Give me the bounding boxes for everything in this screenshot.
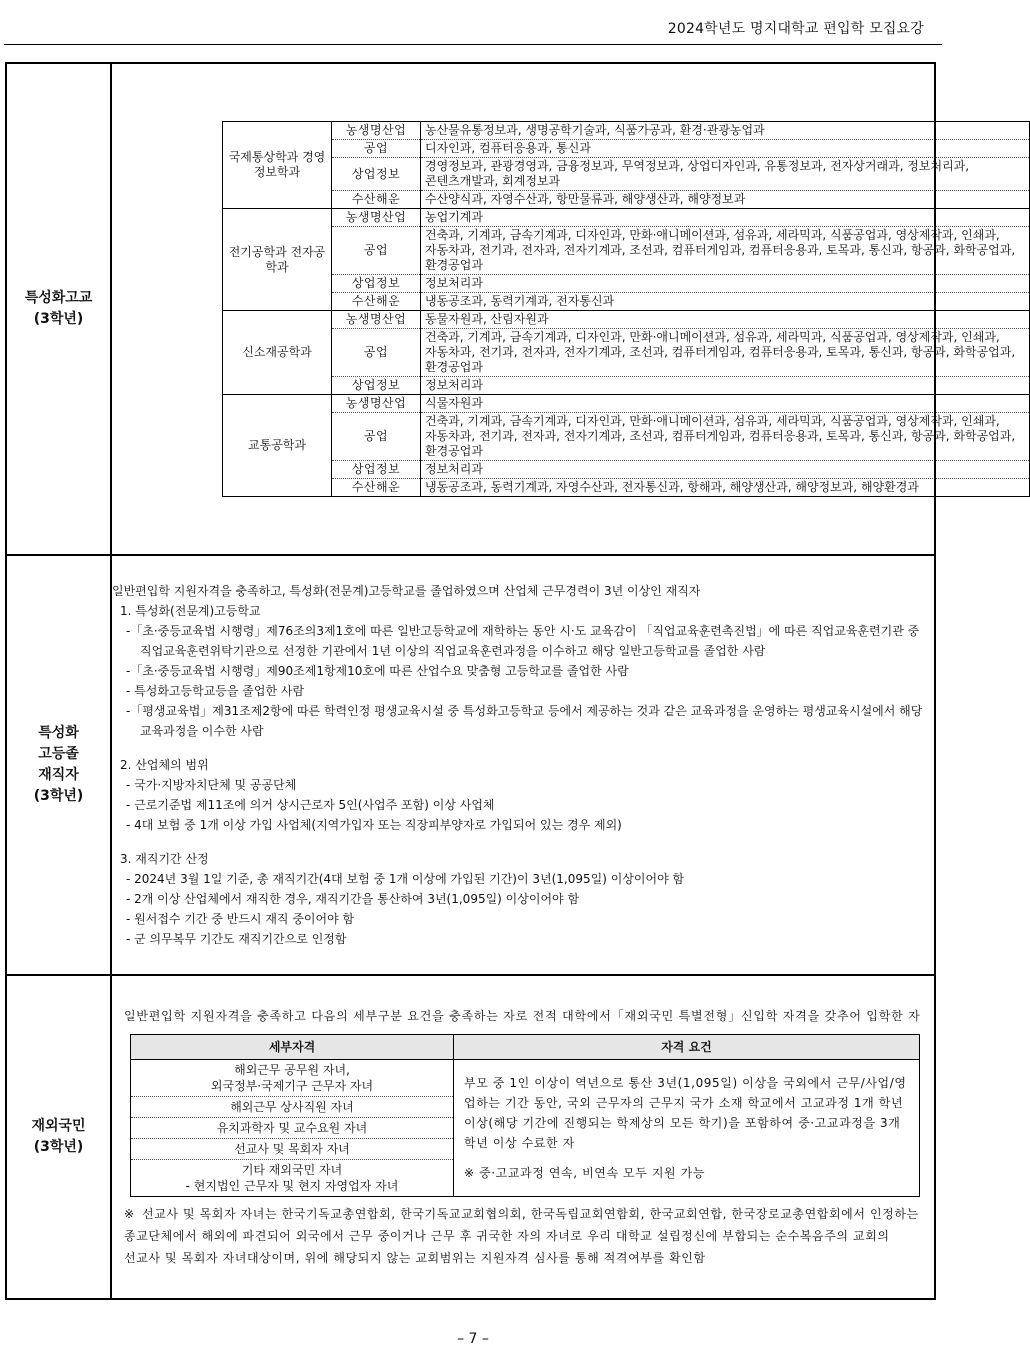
majors-cell: 건축과, 기계과, 금속기계과, 디자인과, 만화·애니메이션과, 섬유과, 세라믹과, 식품공업과, 영상제작과, 인쇄과, 자동차과, 전기과, 전자과, 전자기계과, 조선과, 컴퓨터게임과, 컴퓨터응용과, 토목과, 통신과, 항공과, 화학공업과, 환경공업과	[421, 329, 1030, 377]
footnote-text: 선교사 및 목회자 자녀는 한국기독교총연합회, 한국기독교교회협의회, 한국독립교회연합회, 한국교회연합, 한국장로교총연합회에서 인정하는 종교단체에서 해외에 파견되어 외국에서 근무 중이거나 근무 후 귀국한 자의 자녀로 우리 대학교 설립정신에 부합되는 순수복음주의 교회의 선교사 및 목회자 자녀대상이며, 위에 해당되지 않는 교회범위는 지원자격 심사를 통해 적격여부를 확인함	[124, 1206, 919, 1265]
section-list	[112, 775, 934, 835]
majors-cell: 냉동공조과, 동력기계과, 자영수산과, 전자통신과, 항해과, 해양생산과, 해양정보과, 해양환경과	[421, 479, 1030, 497]
department-cell: 전기공학과 전자공학과	[223, 209, 332, 311]
page-number: – 7 –	[457, 1331, 489, 1347]
category-label: 재직자	[38, 767, 79, 783]
industry-cell: 공업	[332, 140, 421, 158]
intro-text: 일반편입학 지원자격을 충족하고 다음의 세부구분 요건을 충족하는 자로 전적 대학에서「재외국민 특별전형」신입학 자격을 갖추어 입학한 자	[124, 1008, 921, 1023]
category-employed-grad	[6, 555, 111, 975]
major-row	[223, 140, 1030, 158]
category-label: 고등졸	[38, 746, 79, 762]
section-title: 2. 산업체의 범위	[120, 758, 209, 772]
qualification-row	[131, 1059, 920, 1096]
qualification-table	[130, 1034, 920, 1197]
major-row	[223, 293, 1030, 311]
row-specialized-hs	[6, 63, 935, 555]
row-employed-grad	[6, 555, 935, 975]
majors-cell: 동물자원과, 산림자원과	[421, 311, 1030, 329]
detail-cell: 유치과학자 및 교수요원 자녀	[131, 1117, 454, 1138]
major-row	[223, 158, 1030, 191]
majors-cell: 냉동공조과, 동력기계과, 전자통신과	[421, 293, 1030, 311]
majors-cell: 수산양식과, 자영수산과, 항만물류과, 해양생산과, 해양정보과	[421, 191, 1030, 209]
department-cell: 교통공학과	[223, 395, 332, 497]
category-label: 특성화	[38, 725, 79, 741]
category-grade: (3학년)	[33, 1139, 84, 1155]
department-cell: 신소재공학과	[223, 311, 332, 395]
industry-cell: 농생명산업	[332, 122, 421, 140]
category-label: 재외국민	[31, 1118, 86, 1134]
industry-cell: 상업정보	[332, 461, 421, 479]
list-item: - 2024년 3월 1일 기준, 총 재직기간(4대 보험 중 1개 이상에 가입된 기간)이 3년(1,095일) 이상이어야 함	[126, 872, 685, 886]
majors-cell: 디자인과, 컴퓨터응용과, 통신과	[421, 140, 1030, 158]
industry-cell: 수산해운	[332, 293, 421, 311]
major-row	[223, 311, 1030, 329]
list-item: - 근로기준법 제11조에 의거 상시근로자 5인(사업주 포함) 이상 사업체	[126, 798, 495, 812]
list-item: - 국가·지방자치단체 및 공공단체	[126, 778, 297, 792]
industry-cell: 공업	[332, 227, 421, 275]
list-item: - 2개 이상 산업체에서 재직한 경우, 재직기간을 통산하여 3년(1,095일) 이상이어야 함	[126, 892, 580, 906]
footnote	[112, 1201, 934, 1273]
major-row	[223, 209, 1030, 227]
header-rule	[4, 44, 942, 45]
list-item: - 4대 보험 중 1개 이상 가입 사업체(지역가입자 또는 직장피부양자로 가입되어 있는 경우 제외)	[126, 818, 622, 832]
category-label: 특성화고교	[24, 290, 93, 306]
category-grade: (3학년)	[33, 311, 84, 327]
list-item: -「초·중등교육법 시행령」제90조제1항제10호에 따른 산업수요 맞춤형 고등학교를 졸업한 사람	[126, 664, 629, 678]
admission-requirements-table	[5, 62, 1016, 1300]
list-item: - 군 의무복무 기간도 재직기간으로 인정함	[126, 932, 347, 946]
list-item: - 원서접수 기간 중 반드시 재직 중이어야 함	[126, 912, 355, 926]
row-overseas	[6, 975, 935, 1299]
category-grade: (3학년)	[33, 788, 84, 804]
industry-cell: 공업	[332, 329, 421, 377]
industry-cell: 수산해운	[332, 479, 421, 497]
intro-text: 일반편입학 지원자격을 충족하고, 특성화(전문계)고등학교를 졸업하였으며 산업체 근무경력이 3년 이상인 재직자	[112, 584, 701, 598]
category-overseas	[6, 975, 111, 1299]
list-item: - 특성화고등학교등을 졸업한 사람	[126, 684, 305, 698]
employed-grad-content	[111, 555, 935, 975]
major-row	[223, 377, 1030, 395]
section-list	[112, 869, 934, 949]
detail-cell: 해외근무 상사직원 자녀	[131, 1096, 454, 1117]
list-item: -「초·중등교육법 시행령」제76조의3제1호에 따른 일반고등학교에 재학하는 동안 시·도 교육감이 「직업교육훈련촉진법」에 따른 직업교육훈련기관 중 직업교육훈련위탁기관으로 선정한 기관에서 1년 이상의 직업교육훈련과정을 이수하고 해당 일반고등학교를 졸업한 사람	[126, 624, 920, 658]
industry-cell: 수산해운	[332, 191, 421, 209]
majors-cell: 정보처리과	[421, 275, 1030, 293]
majors-cell: 농업기계과	[421, 209, 1030, 227]
industry-cell: 상업정보	[332, 377, 421, 395]
major-row	[223, 227, 1030, 275]
note-mark: ※	[124, 1206, 135, 1221]
industry-cell: 농생명산업	[332, 209, 421, 227]
overseas-content	[111, 975, 935, 1299]
column-header-requirement: 자격 요건	[454, 1034, 920, 1059]
industry-cell: 농생명산업	[332, 311, 421, 329]
majors-cell: 농산물유통정보과, 생명공학기술과, 식품가공과, 환경·관광농업과	[421, 122, 1030, 140]
majors-cell: 정보처리과	[421, 377, 1030, 395]
detail-cell: 선교사 및 목회자 자녀	[131, 1138, 454, 1159]
major-row	[223, 275, 1030, 293]
major-row	[223, 191, 1030, 209]
list-item: -「평생교육법」제31조제2항에 따른 학력인정 평생교육시설 중 특성화고등학교 등에서 제공하는 것과 같은 교육과정을 운영하는 평생교육시설에서 해당 교육과정을 이수한 사람	[126, 704, 923, 738]
requirement-note: ※ 중·고교과정 연속, 비연속 모두 지원 가능	[464, 1165, 706, 1180]
majors-cell: 식물자원과	[421, 395, 1030, 413]
section-title: 3. 재직기간 산정	[120, 852, 209, 866]
industry-cell: 상업정보	[332, 158, 421, 191]
industry-cell: 공업	[332, 413, 421, 461]
detail-cell: 기타 재외국민 자녀 - 현지법인 근무자 및 현지 자영업자 자녀	[131, 1159, 454, 1196]
majors-cell: 경영정보과, 관광경영과, 금융정보과, 무역정보과, 상업디자인과, 유통정보과, 전자상거래과, 정보처리과, 콘텐츠개발과, 회계정보과	[421, 158, 1030, 191]
major-matching-table	[222, 121, 1030, 497]
major-row	[223, 122, 1030, 140]
requirement-text: 부모 중 1인 이상이 역년으로 통산 3년(1,095일) 이상을 국외에서 근무/사업/영업하는 기간 동안, 국외 근무자의 근무지 국가 소재 학교에서 고교과정 1개 학년 이상(해당 기간에 진행되는 학제상의 모든 학기)을 포함하여 중·고교과정을 3개 학년 이상 수료한 자	[464, 1075, 907, 1150]
major-row	[223, 413, 1030, 461]
detail-cell: 해외근무 공무원 자녀, 외국정부·국제기구 근무자 자녀	[131, 1059, 454, 1096]
department-cell: 국제통상학과 경영정보학과	[223, 122, 332, 209]
specialized-hs-content	[111, 63, 1016, 555]
section-list	[112, 621, 934, 741]
column-header-detail: 세부자격	[131, 1034, 454, 1059]
major-row	[223, 479, 1030, 497]
document-header-title: 2024학년도 명지대학교 편입학 모집요강	[667, 21, 924, 37]
major-row	[223, 395, 1030, 413]
major-row	[223, 461, 1030, 479]
industry-cell: 농생명산업	[332, 395, 421, 413]
requirement-cell	[454, 1059, 920, 1196]
majors-cell: 건축과, 기계과, 금속기계과, 디자인과, 만화·애니메이션과, 섬유과, 세라믹과, 식품공업과, 영상제작과, 인쇄과, 자동차과, 전기과, 전자과, 전자기계과, 조선과, 컴퓨터게임과, 컴퓨터응용과, 토목과, 통신과, 항공과, 화학공업과, 환경공업과	[421, 227, 1030, 275]
majors-cell: 건축과, 기계과, 금속기계과, 디자인과, 만화·애니메이션과, 섬유과, 세라믹과, 식품공업과, 영상제작과, 인쇄과, 자동차과, 전기과, 전자과, 전자기계과, 조선과, 컴퓨터게임과, 컴퓨터응용과, 토목과, 통신과, 항공과, 화학공업과, 환경공업과	[421, 413, 1030, 461]
majors-cell: 정보처리과	[421, 461, 1030, 479]
major-row	[223, 329, 1030, 377]
category-specialized-hs	[6, 63, 111, 555]
section-title: 1. 특성화(전문계)고등학교	[120, 604, 261, 618]
industry-cell: 상업정보	[332, 275, 421, 293]
